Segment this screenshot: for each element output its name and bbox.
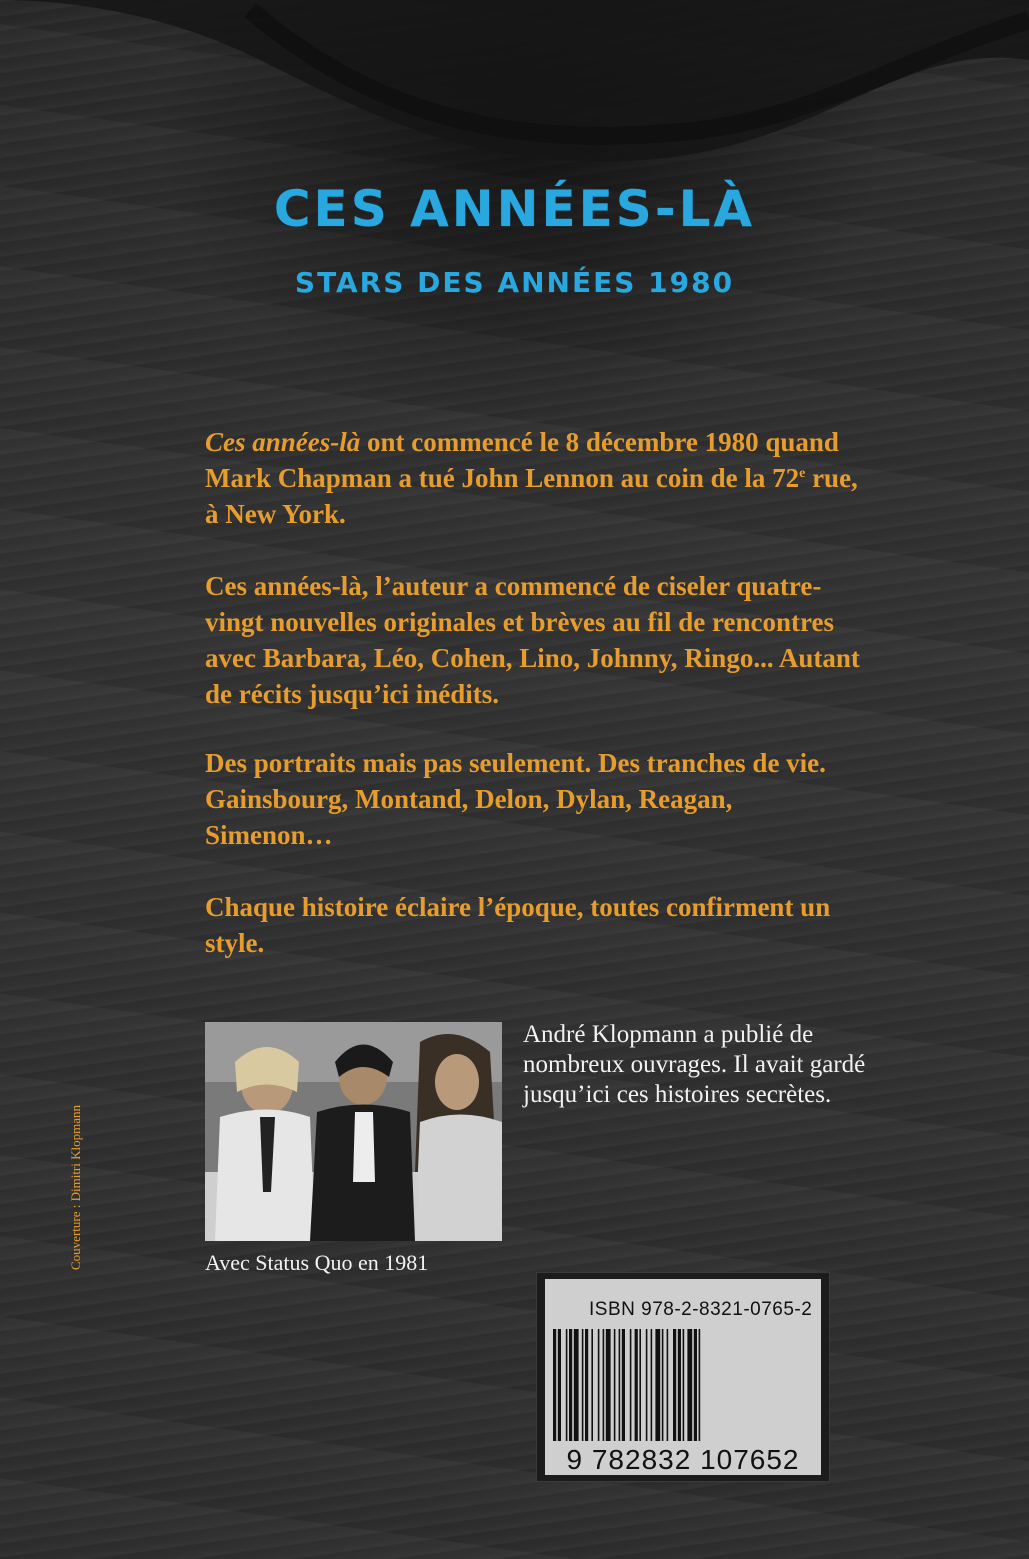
paragraph-intro-text-a: ont commencé le 8 décembre 1980 quand Mark Chapman a tué John Lennon au coin de la 72 [205, 427, 839, 493]
barcode-bar [582, 1329, 584, 1441]
barcode-bar [574, 1329, 579, 1441]
book-title: CES ANNÉES-LÀ [273, 180, 756, 238]
cover-credit: Couverture : Dimitri Klopmann [68, 1104, 83, 1270]
barcode-bar [619, 1329, 621, 1441]
barcode-bar [678, 1329, 681, 1441]
barcode-bar [667, 1329, 669, 1441]
barcode-bar [673, 1329, 676, 1441]
barcode-bar [622, 1329, 625, 1441]
paragraph-intro-text-b: rue, à New York. [205, 463, 858, 529]
barcode-bar [687, 1329, 692, 1441]
paragraph-intro-superscript: e [799, 466, 806, 481]
author-photo [205, 1022, 502, 1241]
barcode-bar [694, 1329, 697, 1441]
barcode-bar [655, 1329, 660, 1441]
barcode-bar [635, 1329, 638, 1441]
book-subtitle: STARS DES ANNÉES 1980 [294, 266, 735, 299]
barcode-bar [569, 1329, 572, 1441]
barcode-bar [606, 1329, 611, 1441]
barcode-label [545, 1279, 821, 1475]
paragraph-authors-work: Ces années-là, l’auteur a commencé de ciseler quatre-vingt nouvelles originales et brèves au fil de rencontres avec Barbara, Léo, Cohen, Lino, Johnny, Ringo... Autant de récits jusqu’ici inédits. [205, 571, 860, 709]
barcode-bar [591, 1329, 593, 1441]
barcode-bar [699, 1329, 701, 1441]
barcode-bar [558, 1329, 561, 1441]
barcode-bar [639, 1329, 641, 1441]
barcode-bar [603, 1329, 605, 1441]
paragraph-intro [205, 424, 865, 532]
isbn-digits: 9 782832 107652 [566, 1444, 800, 1475]
strap-shadow [0, 0, 1029, 200]
barcode-bar [662, 1329, 664, 1441]
photo-caption: Avec Status Quo en 1981 [205, 1250, 429, 1275]
isbn-number: ISBN 978-2-8321-0765-2 [589, 1299, 813, 1320]
barcode-bar [651, 1329, 653, 1441]
barcode-bar [566, 1329, 568, 1441]
author-photo-drawing [205, 1022, 502, 1241]
paragraph-style: Chaque histoire éclaire l’époque, toutes confirment un style. [205, 892, 831, 958]
barcode-bars [553, 1329, 813, 1444]
barcode-bar [553, 1329, 556, 1441]
paragraph-intro-lead: Ces années-là [205, 427, 361, 457]
barcode-bar [585, 1329, 588, 1441]
barcode-bar [683, 1329, 685, 1441]
barcode-bar [630, 1329, 632, 1441]
barcode-bar [614, 1329, 616, 1441]
author-bio: André Klopmann a publié de nombreux ouvrages. Il avait gardé jusqu’ici ces histoires secrètes. [523, 1021, 866, 1108]
barcode-bar [598, 1329, 600, 1441]
paragraph-portraits: Des portraits mais pas seulement. Des tranches de vie. Gainsbourg, Montand, Delon, Dylan, Reagan, Simenon… [205, 748, 826, 850]
isbn-barcode [536, 1272, 830, 1482]
barcode-bar [646, 1329, 648, 1441]
